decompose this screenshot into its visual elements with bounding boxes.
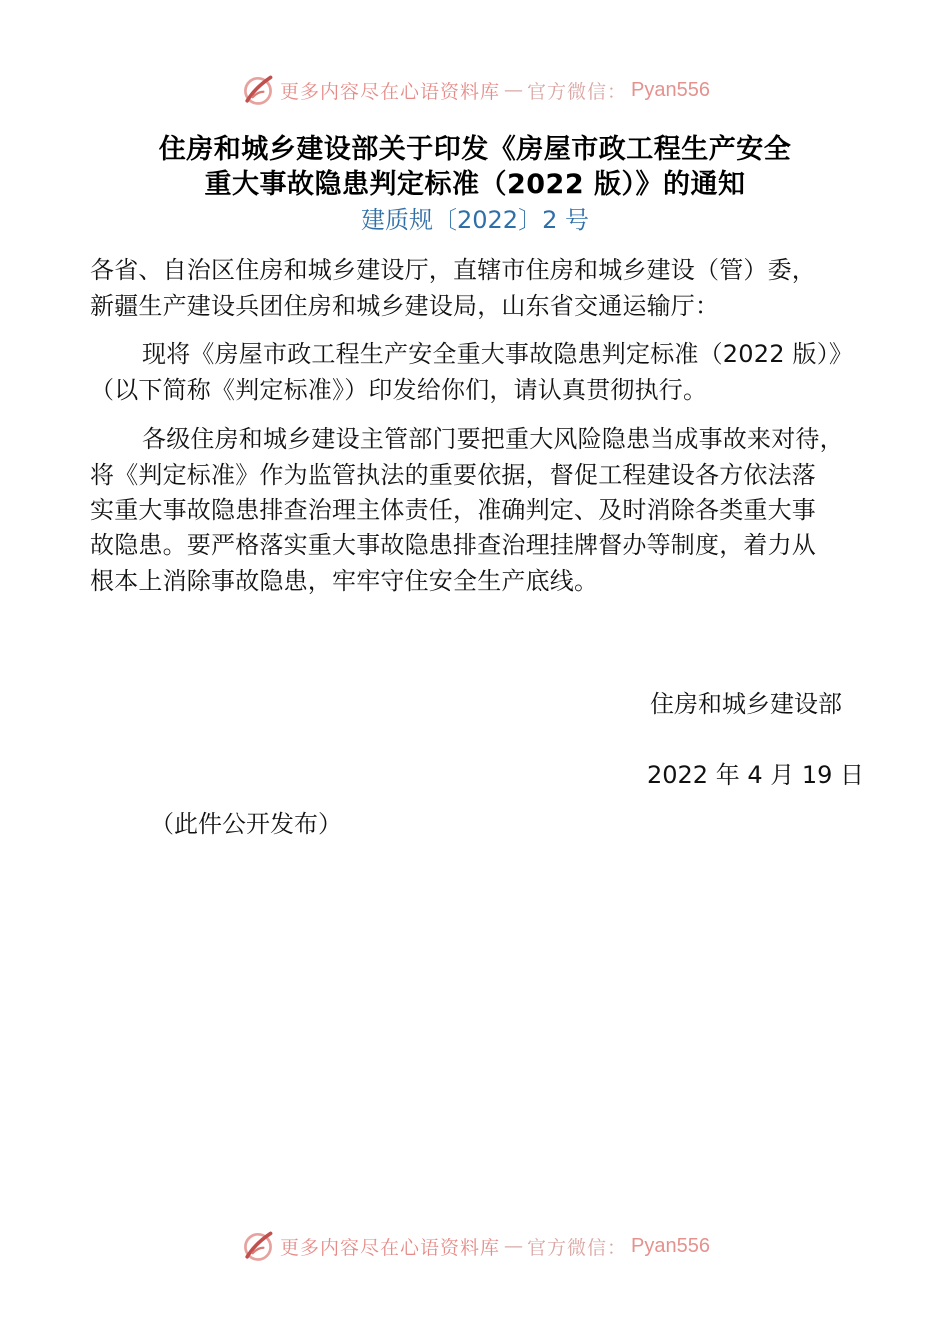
paragraph-1-line-1: 现将《房屋市政工程生产安全重大事故隐患判定标准（2022 版）》 bbox=[142, 340, 854, 368]
paragraph-2-line-5: 根本上消除事故隐患，牢牢守住安全生产底线。 bbox=[90, 567, 599, 595]
watermark-header bbox=[0, 72, 950, 108]
addressee-line-1: 各省、自治区住房和城乡建设厅，直辖市住房和城乡建设（管）委， bbox=[90, 256, 816, 284]
watermark-text: 更多内容尽在心语资料库 bbox=[280, 80, 501, 103]
brush-stroke-logo-icon bbox=[240, 1228, 276, 1264]
addressee-line-2: 新疆生产建设兵团住房和城乡建设局，山东省交通运输厅： bbox=[90, 292, 720, 320]
signature-date: 2022 年 4 月 19 日 bbox=[647, 761, 865, 789]
paragraph-1-line-2: （以下简称《判定标准》）印发给你们，请认真贯彻执行。 bbox=[90, 376, 708, 404]
watermark-wechat-label: 官方微信： bbox=[527, 1236, 628, 1259]
watermark-wechat-id: Pyan556 bbox=[631, 78, 710, 101]
watermark-separator: — bbox=[504, 79, 524, 101]
watermark-wechat-id: Pyan556 bbox=[631, 1234, 710, 1257]
paragraph-2-line-2: 将《判定标准》作为监管执法的重要依据，督促工程建设各方依法落 bbox=[90, 461, 816, 489]
paragraph-2-line-4: 故隐患。要严格落实重大事故隐患排查治理挂牌督办等制度，着力从 bbox=[90, 531, 816, 559]
watermark-separator: — bbox=[504, 1235, 524, 1257]
watermark-text: 更多内容尽在心语资料库 bbox=[280, 1236, 501, 1259]
publication-note: （此件公开发布） bbox=[150, 810, 342, 838]
watermark-wechat-label: 官方微信： bbox=[527, 80, 628, 103]
watermark-footer bbox=[0, 1228, 950, 1264]
paragraph-2-line-3: 实重大事故隐患排查治理主体责任，准确判定、及时消除各类重大事 bbox=[90, 496, 816, 524]
brush-stroke-logo-icon bbox=[240, 72, 276, 108]
document-title-line-1: 住房和城乡建设部关于印发《房屋市政工程生产安全 bbox=[158, 134, 792, 165]
paragraph-2-line-1: 各级住房和城乡建设主管部门要把重大风险隐患当成事故来对待， bbox=[142, 425, 844, 453]
signature-organization: 住房和城乡建设部 bbox=[650, 690, 842, 718]
document-number: 建质规〔2022〕2 号 bbox=[361, 206, 589, 234]
document-title-line-2: 重大事故隐患判定标准（2022 版）》的通知 bbox=[204, 169, 746, 200]
